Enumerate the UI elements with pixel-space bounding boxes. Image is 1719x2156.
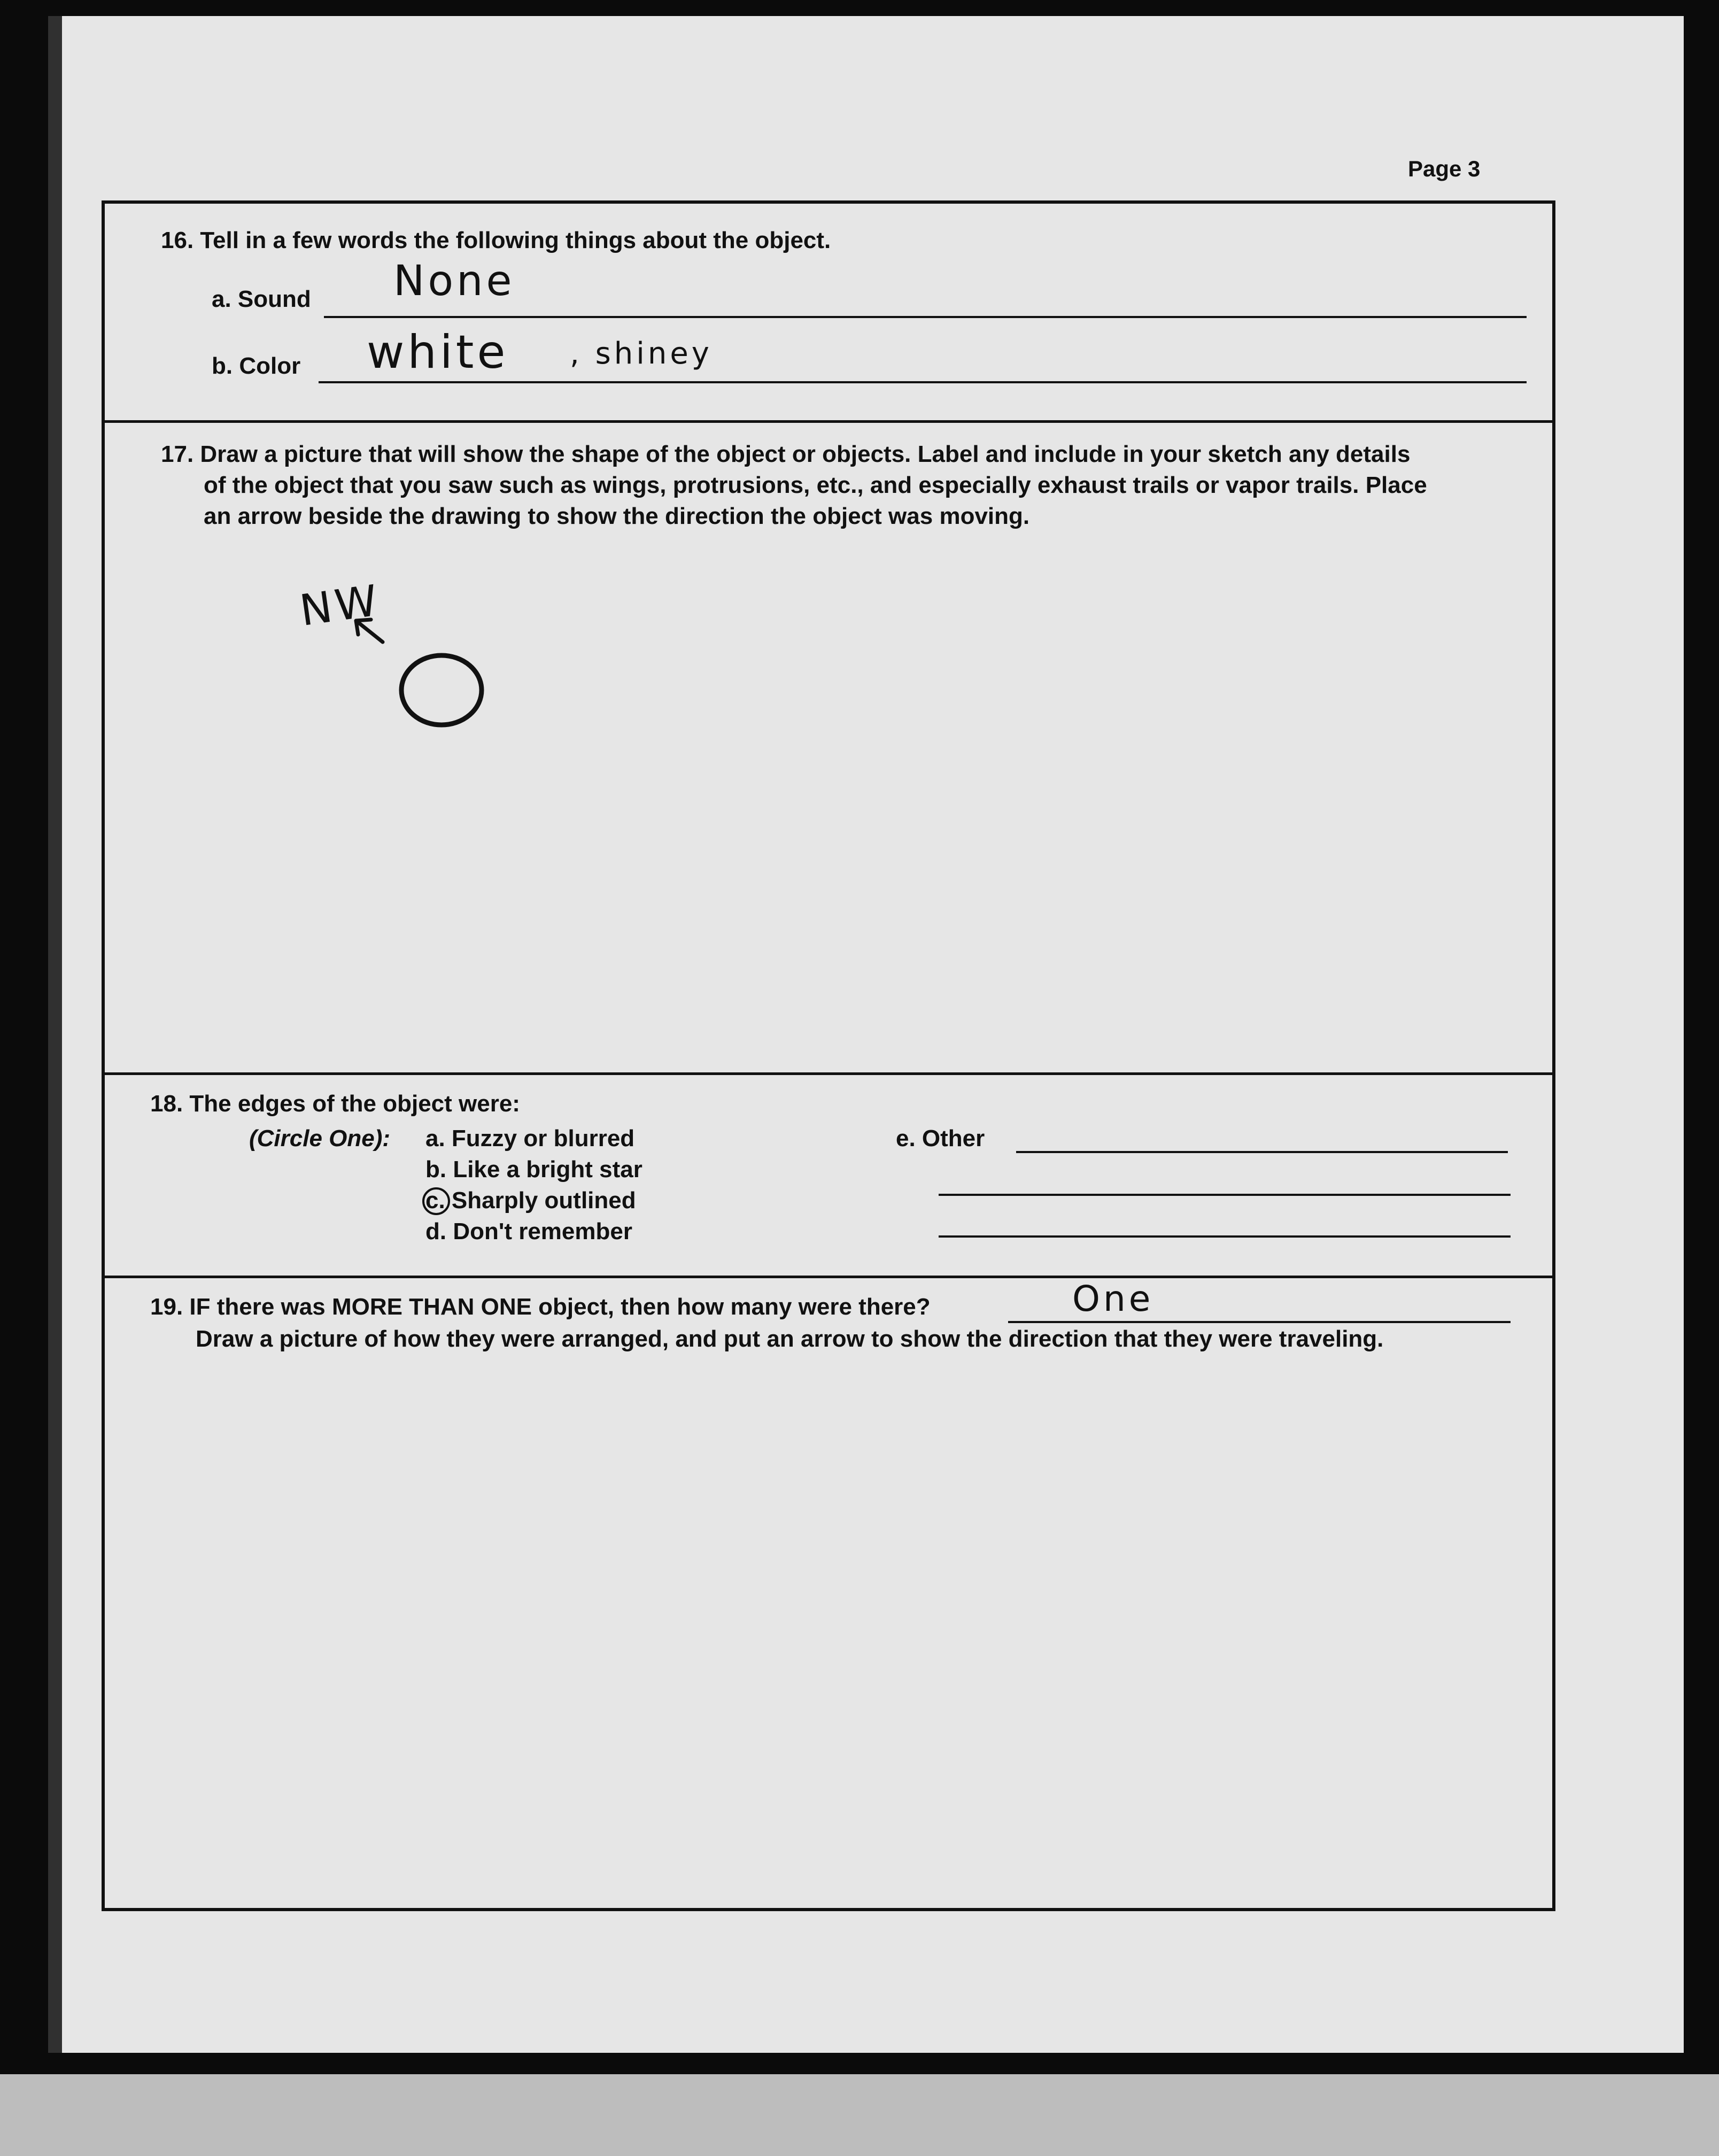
option-a[interactable]: a. Fuzzy or blurred — [425, 1125, 635, 1152]
count-answer-line — [1008, 1321, 1511, 1323]
sketch-direction-label: NW — [297, 575, 384, 636]
color-answer-main[interactable]: white — [367, 326, 509, 379]
count-answer[interactable]: One — [1072, 1278, 1154, 1319]
option-c[interactable]: c. Sharply outlined — [425, 1187, 636, 1214]
color-answer-extra[interactable]: , shiney — [570, 336, 713, 371]
other-line-3[interactable] — [939, 1235, 1511, 1238]
q17-number: 17. — [161, 441, 194, 467]
question-19 — [105, 1278, 1552, 1909]
other-line-1[interactable] — [1016, 1151, 1508, 1153]
q19-prompt-line1 — [150, 1292, 931, 1323]
q19-text-1: IF there was MORE THAN ONE object, then how many were there? — [189, 1294, 931, 1320]
scanner-bed — [0, 2074, 1719, 2156]
q17-prompt-line3: an arrow beside the drawing to show the direction the object was moving. — [204, 503, 1030, 529]
option-e-other[interactable]: e. Other — [896, 1125, 985, 1152]
q19-number: 19. — [150, 1294, 183, 1320]
q17-text-1: Draw a picture that will show the shape of the object or objects. Label and include in your sketch any details — [200, 441, 1411, 467]
question-18 — [105, 1075, 1552, 1278]
arrow-icon — [356, 620, 383, 642]
q18-text: The edges of the object were: — [189, 1091, 520, 1117]
option-d[interactable]: d. Don't remember — [425, 1218, 632, 1245]
q16-number: 16. — [161, 227, 194, 253]
other-line-2[interactable] — [939, 1194, 1511, 1196]
color-answer-line — [319, 381, 1527, 383]
q16-text: Tell in a few words the following things about the object. — [200, 227, 831, 253]
sketch-drawing — [105, 423, 1548, 1064]
q19-prompt-line2: Draw a picture of how they were arranged, and put an arrow to show the direction that they were traveling. — [196, 1326, 1384, 1352]
page-number: Page 3 — [1408, 156, 1481, 181]
sound-answer-line — [324, 316, 1527, 318]
question-16 — [105, 204, 1552, 423]
q16-prompt — [161, 225, 831, 256]
sound-answer[interactable]: None — [393, 257, 515, 305]
form-box — [102, 200, 1555, 1911]
q17-prompt-line2: of the object that you saw such as wings, protrusions, etc., and especially exhaust trails or vapor trails. Place — [204, 472, 1427, 498]
color-label: b. Color — [212, 353, 301, 379]
object-circle — [401, 655, 482, 725]
option-b[interactable]: b. Like a bright star — [425, 1156, 642, 1183]
page-edge-shadow — [48, 16, 62, 2053]
q18-prompt — [150, 1088, 520, 1119]
q18-instruction: (Circle One): — [249, 1125, 391, 1152]
sound-label: a. Sound — [212, 286, 311, 312]
question-17 — [105, 423, 1552, 1075]
q18-number: 18. — [150, 1091, 183, 1117]
